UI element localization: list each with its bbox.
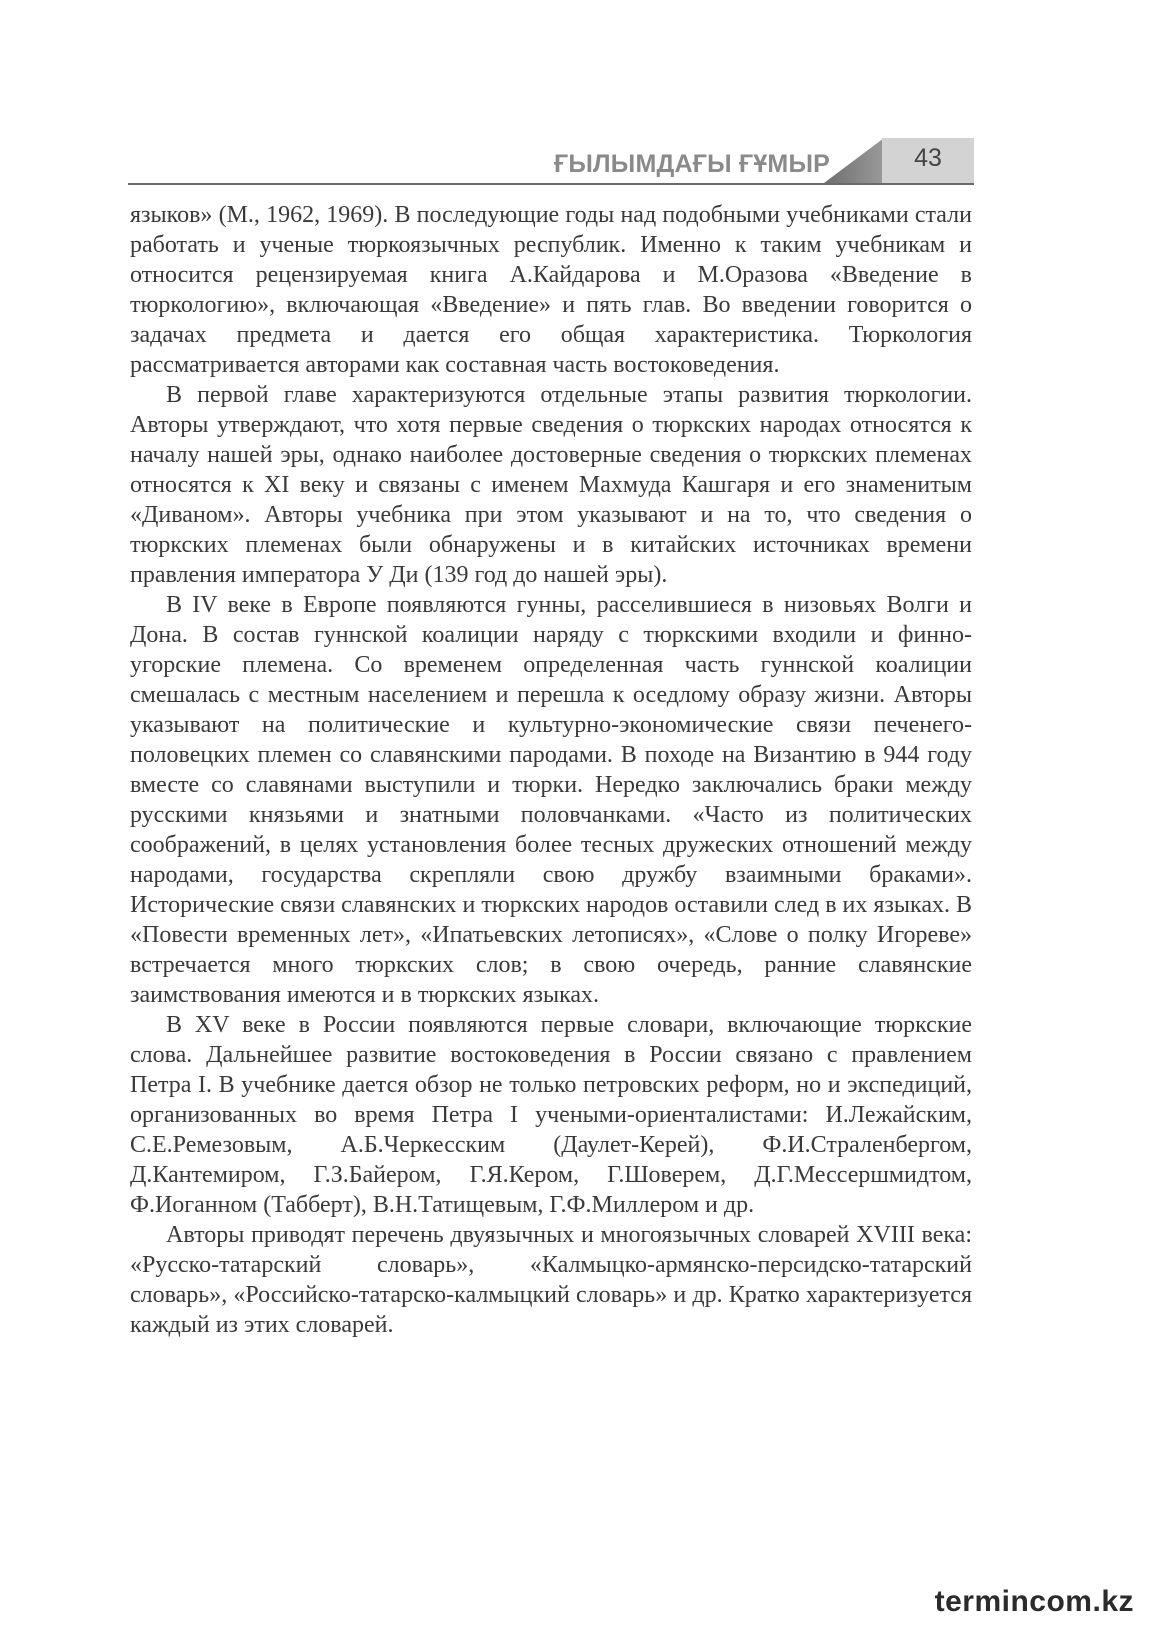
- body-text: [130, 200, 972, 1340]
- paragraph-3: В IV веке в Европе появляются гунны, расселившиеся в низовьях Волги и Дона. В состав гуннской коалиции наряду с тюркскими входили и финно-угорские племена. Со временем определенная часть гуннской коалиции смешалась с местным населением и перешла к оседлому образу жизни. Авторы указывают на политические и культурно-экономические связи печенего-половецких племен со славянскими пародами. В походе на Византию в 944 году вместе со славянами выступили и тюрки. Нередко заключались браки между русскими князьями и знатными половчанками. «Часто из политических соображений, в целях установления более тесных дружеских отношений между народами, государства скрепляли свою дружбу взаимными браками». Исторические связи славянских и тюркских народов оставили след в их языках. В «Повести временных лет», «Ипатьевских летописях», «Слове о полку Игореве» встречается много тюркских слов; в свою очередь, ранние славянские заимствования имеются и в тюркских языках.: [130, 592, 972, 1008]
- page-header: [128, 138, 974, 188]
- paragraph-4: В XV веке в России появляются первые словари, включающие тюркские слова. Дальнейшее развитие востоковедения в России связано с правлением Петра I. В учебнике дается обзор не только петровских реформ, но и экспедиций, организованных во время Петра I учеными-ориенталистами: И.Лежайским, С.Е.Ремезовым, А.Б.Черкесским (Даулет-Керей), Ф.И.Страленбергом, Д.Кантемиром, Г.З.Байером, Г.Я.Кером, Г.Шоверем, Д.Г.Мессершмидтом, Ф.Иоганном (Табберт), В.Н.Татищевым, Г.Ф.Миллером и др.: [130, 1012, 972, 1218]
- page-number-box: [882, 138, 974, 183]
- paragraph-5: Авторы приводят перечень двуязычных и многоязычных словарей XVIII века: «Русско-татарский словарь», «Калмыцко-армянско-персидско-татарский словарь», «Российско-татарско-калмыцкий словарь» и др. Кратко характеризуется каждый из этих словарей.: [130, 1222, 972, 1338]
- header-wedge-decoration: [824, 138, 884, 183]
- header-rule: [128, 183, 974, 185]
- page-number: 43: [914, 144, 942, 172]
- paragraph-1: языков» (М., 1962, 1969). В последующие годы над подобными учебниками стали работать и ученые тюркоязычных республик. Именно к таким учебникам и относится рецензируемая книга А.Кайдарова и М.Оразова «Введение в тюркологию», включающая «Введение» и пять глав. Во введении говорится о задачах предмета и дается его общая характеристика. Тюркология рассматривается авторами как составная часть востоковедения.: [130, 202, 972, 378]
- site-watermark: termincom.kz: [934, 1585, 1134, 1618]
- paragraph-2: В первой главе характеризуются отдельные этапы развития тюркологии. Авторы утверждают, что хотя первые сведения о тюркских народах относятся к началу нашей эры, однако наиболее достоверные сведения о тюркских племенах относятся к XI веку и связаны с именем Махмуда Кашгаря и его знаменитым «Диваном». Авторы учебника при этом указывают и на то, что сведения о тюркских племенах были обнаружены и в китайских источниках времени правления императора У Ди (139 год до нашей эры).: [130, 382, 972, 588]
- running-title: ҒЫЛЫМДАҒЫ ҒҰМЫР: [554, 150, 830, 178]
